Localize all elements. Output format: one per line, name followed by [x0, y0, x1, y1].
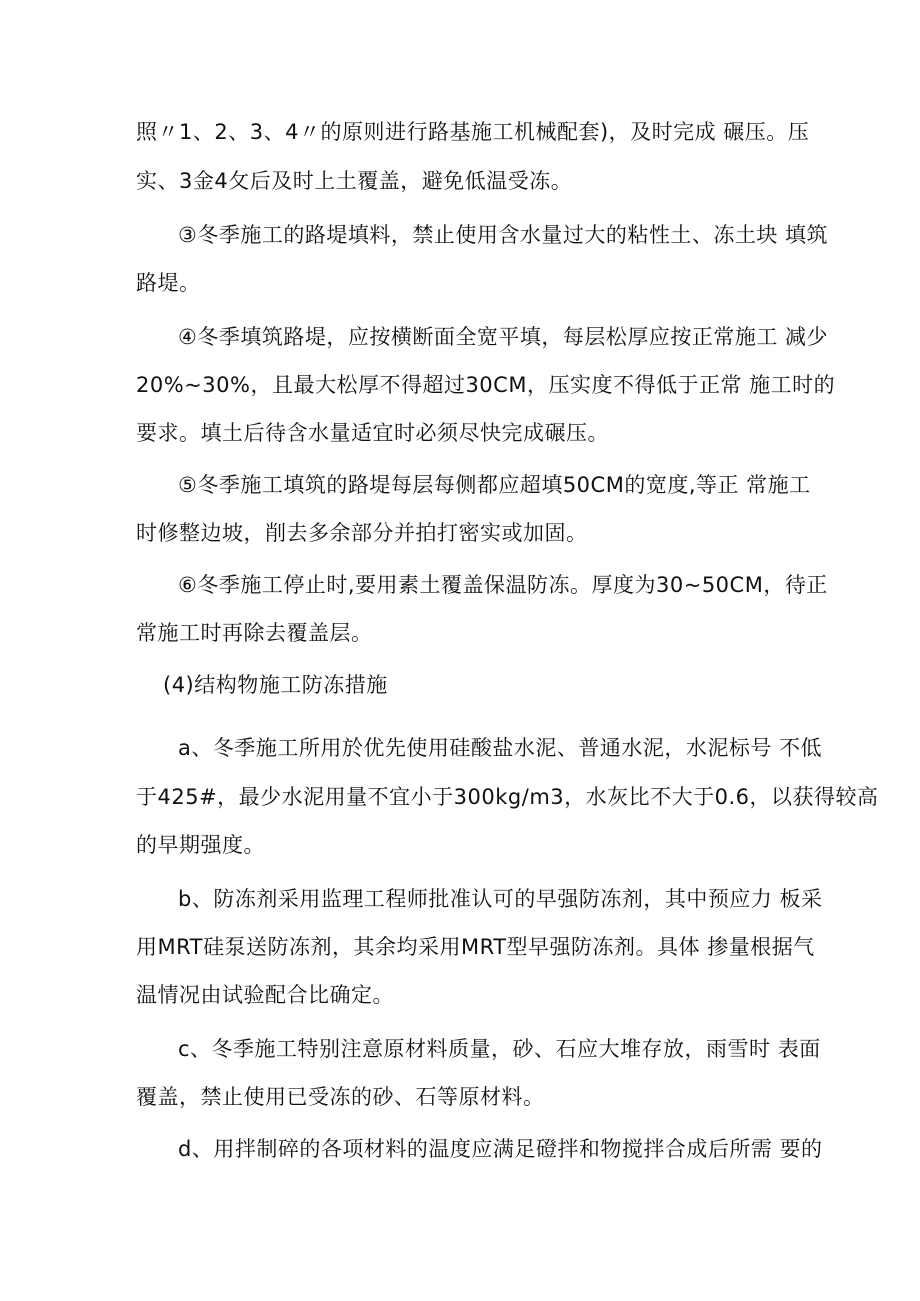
text-line-7: 要求。填土后待含水量适宜时必须尽快完成碾压。: [136, 421, 609, 445]
text-line-2: 实、3金4攵后及时上土覆盖，避免低温受冻。: [136, 169, 573, 193]
text-line-1: 照〃1、2、3、4〃的原则进行路基施工机械配套)，及时完成 碾压。压: [136, 120, 810, 144]
text-line-4: 路堤。: [136, 271, 201, 295]
text-line-5: ④冬季填筑路堤，应按横断面全宽平填，每层松厚应按正常施工 减少: [178, 325, 828, 349]
section-heading: (4)结构物施工防冻措施: [163, 673, 388, 697]
text-line-13: a、冬季施工所用於优先使用硅酸盐水泥、普通水泥，水泥标号 不低: [178, 736, 823, 760]
text-line-14: 于425#，最少水泥用量不宜小于300kg/m3，水灰比不大于0.6，以获得较高: [136, 785, 879, 809]
text-line-11: 常施工时再除去覆盖层。: [136, 621, 373, 645]
text-line-15: 的早期强度。: [136, 833, 265, 857]
text-line-6: 20%~30%，且最大松厚不得超过30CM，压实度不得低于正常 施工时的: [136, 373, 836, 397]
text-line-9: 时修整边坡，削去多余部分并拍打密实或加固。: [136, 521, 588, 545]
text-line-3: ③冬季施工的路堤填料，禁止使用含水量过大的粘性土、冻土块 填筑: [178, 223, 828, 247]
text-line-19: c、冬季施工特别注意原材料质量，砂、石应大堆存放，雨雪时 表面: [178, 1037, 821, 1061]
text-line-17: 用MRT硅泵送防冻剂，其余均采用MRT型早强防冻剂。具体 掺量根据气: [136, 935, 815, 959]
text-line-18: 温情况由试验配合比确定。: [136, 983, 394, 1007]
text-line-10: ⑥冬季施工停止时,要用素土覆盖保温防冻。厚度为30~50CM，待正: [178, 573, 828, 597]
text-line-16: b、防冻剂采用监理工程师批准认可的早强防冻剂，其中预应力 板采: [178, 887, 823, 911]
text-line-20: 覆盖，禁止使用已受冻的砂、石等原材料。: [136, 1085, 545, 1109]
text-line-21: d、用拌制碎的各项材料的温度应满足磴拌和物搅拌合成后所需 要的: [178, 1137, 823, 1161]
text-line-8: ⑤冬季施工填筑的路堤每层每侧都应超填50CM的宽度,等正 常施工: [178, 473, 811, 497]
